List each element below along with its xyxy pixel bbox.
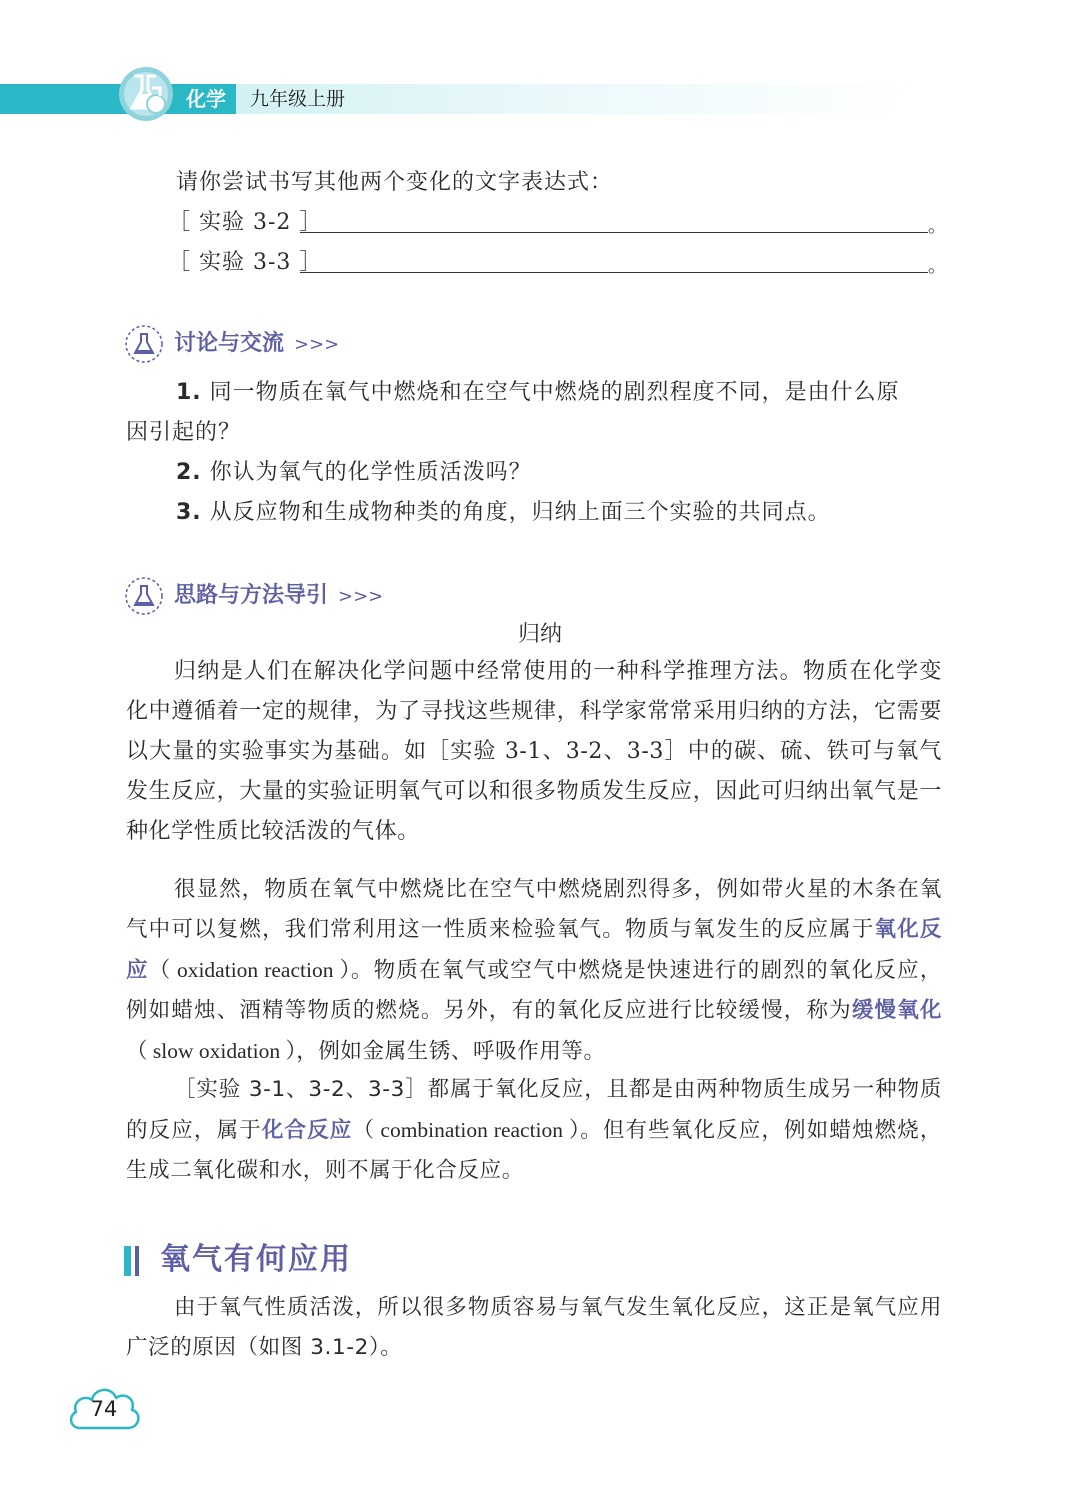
discussion-q2: [176, 458, 532, 488]
oxidation-text-c: ，例如金属生锈、呼吸作用等。: [296, 1039, 606, 1064]
header-subject: 化学: [186, 87, 226, 111]
method-body: 归纳是人们在解决化学问题中经常使用的一种科学推理方法。物质在化学变化中遵循着一定的规律，为了寻找这些规律，科学家常常采用归纳的方法，它需要以大量的实验事实为基础。如［实验 3-1、3-2、3-3］中的碳、硫、铁可与氧气发生反应，大量的实验证明氧气可以和很多物质发生反应，因此可归纳出氧气是一种化学性质比较活泼的气体。: [126, 659, 942, 844]
term-oxidation-reaction: 氧化反应: [126, 917, 942, 983]
en-oxidation-reaction: （ oxidation reaction ）: [148, 958, 351, 982]
discussion-arrows: >>>: [294, 334, 340, 355]
oxidation-paragraph: [126, 870, 942, 1072]
header-book-title: 九年级上册: [250, 88, 346, 110]
discussion-q1-continued: 因引起的？: [126, 420, 242, 445]
en-slow-oxidation: （ slow oxidation ）: [126, 1039, 297, 1063]
q2-number: 2.: [176, 460, 202, 485]
exp-label-3-3: ［ 实验 3-3 ］: [168, 250, 323, 275]
q3-number: 3.: [176, 500, 202, 525]
term-combination-reaction: 化合反应: [261, 1118, 353, 1143]
discussion-q1: [176, 378, 900, 408]
prompt-intro: 请你尝试书写其他两个变化的文字表达式：: [176, 170, 614, 195]
flask-badge-icon: [124, 324, 164, 364]
answer-line-3-3[interactable]: [300, 272, 928, 273]
flask-badge-icon: [124, 576, 164, 616]
en-combination-reaction: （ combination reaction ）: [352, 1118, 581, 1142]
method-label: 思路与方法导引: [174, 583, 329, 608]
discussion-q3: [176, 498, 831, 528]
term-slow-oxidation: 缓慢氧化: [851, 998, 943, 1023]
combination-paragraph: [126, 1070, 942, 1191]
end-mark-3-2: 。: [928, 216, 947, 237]
exp-label-3-2: ［ 实验 3-2 ］: [168, 210, 323, 235]
section-bar-icon: [124, 1246, 142, 1276]
section-title: 氧气有何应用: [160, 1242, 352, 1277]
q1-number: 1.: [176, 380, 202, 405]
end-mark-3-3: 。: [928, 256, 947, 277]
combination-text-b: 。但有些氧化反应，例如蜡烛燃烧，生成二氧化碳和水，则不属于化合反应。: [126, 1118, 942, 1183]
oxidation-text-b: 。物质在氧气或空气中燃烧是快速进行的剧烈的氧化反应，例如蜡烛、酒精等物质的燃烧。另外，有的氧化反应进行比较缓慢，称为: [126, 958, 942, 1023]
section-body: 由于氧气性质活泼，所以很多物质容易与氧气发生氧化反应，这正是氧气应用广泛的原因（如图 3.1-2）。: [126, 1295, 942, 1360]
header-gradient-block: [236, 84, 1080, 114]
q2-text: 你认为氧气的化学性质活泼吗？: [209, 460, 532, 485]
method-title: 归纳: [517, 622, 562, 647]
oxidation-text-a: 很显然，物质在氧气中燃烧比在空气中燃烧剧烈得多，例如带火星的木条在氧气中可以复燃，我们常利用这一性质来检验氧气。物质与氧发生的反应属于: [126, 877, 942, 942]
combination-text-a: ［实验 3-1、3-2、3-3］都属于氧化反应，且都是由两种物质生成另一种物质的反应，属于: [126, 1077, 942, 1143]
method-arrows: >>>: [338, 586, 384, 607]
flask-logo-icon: [118, 64, 178, 124]
answer-line-3-2[interactable]: [300, 232, 928, 233]
q3-text: 从反应物和生成物种类的角度，归纳上面三个实验的共同点。: [209, 500, 831, 525]
q1-text: 同一物质在氧气中燃烧和在空气中燃烧的剧烈程度不同，是由什么原: [209, 380, 900, 405]
page-number: 74: [90, 1397, 118, 1421]
discussion-label: 讨论与交流: [174, 331, 285, 356]
